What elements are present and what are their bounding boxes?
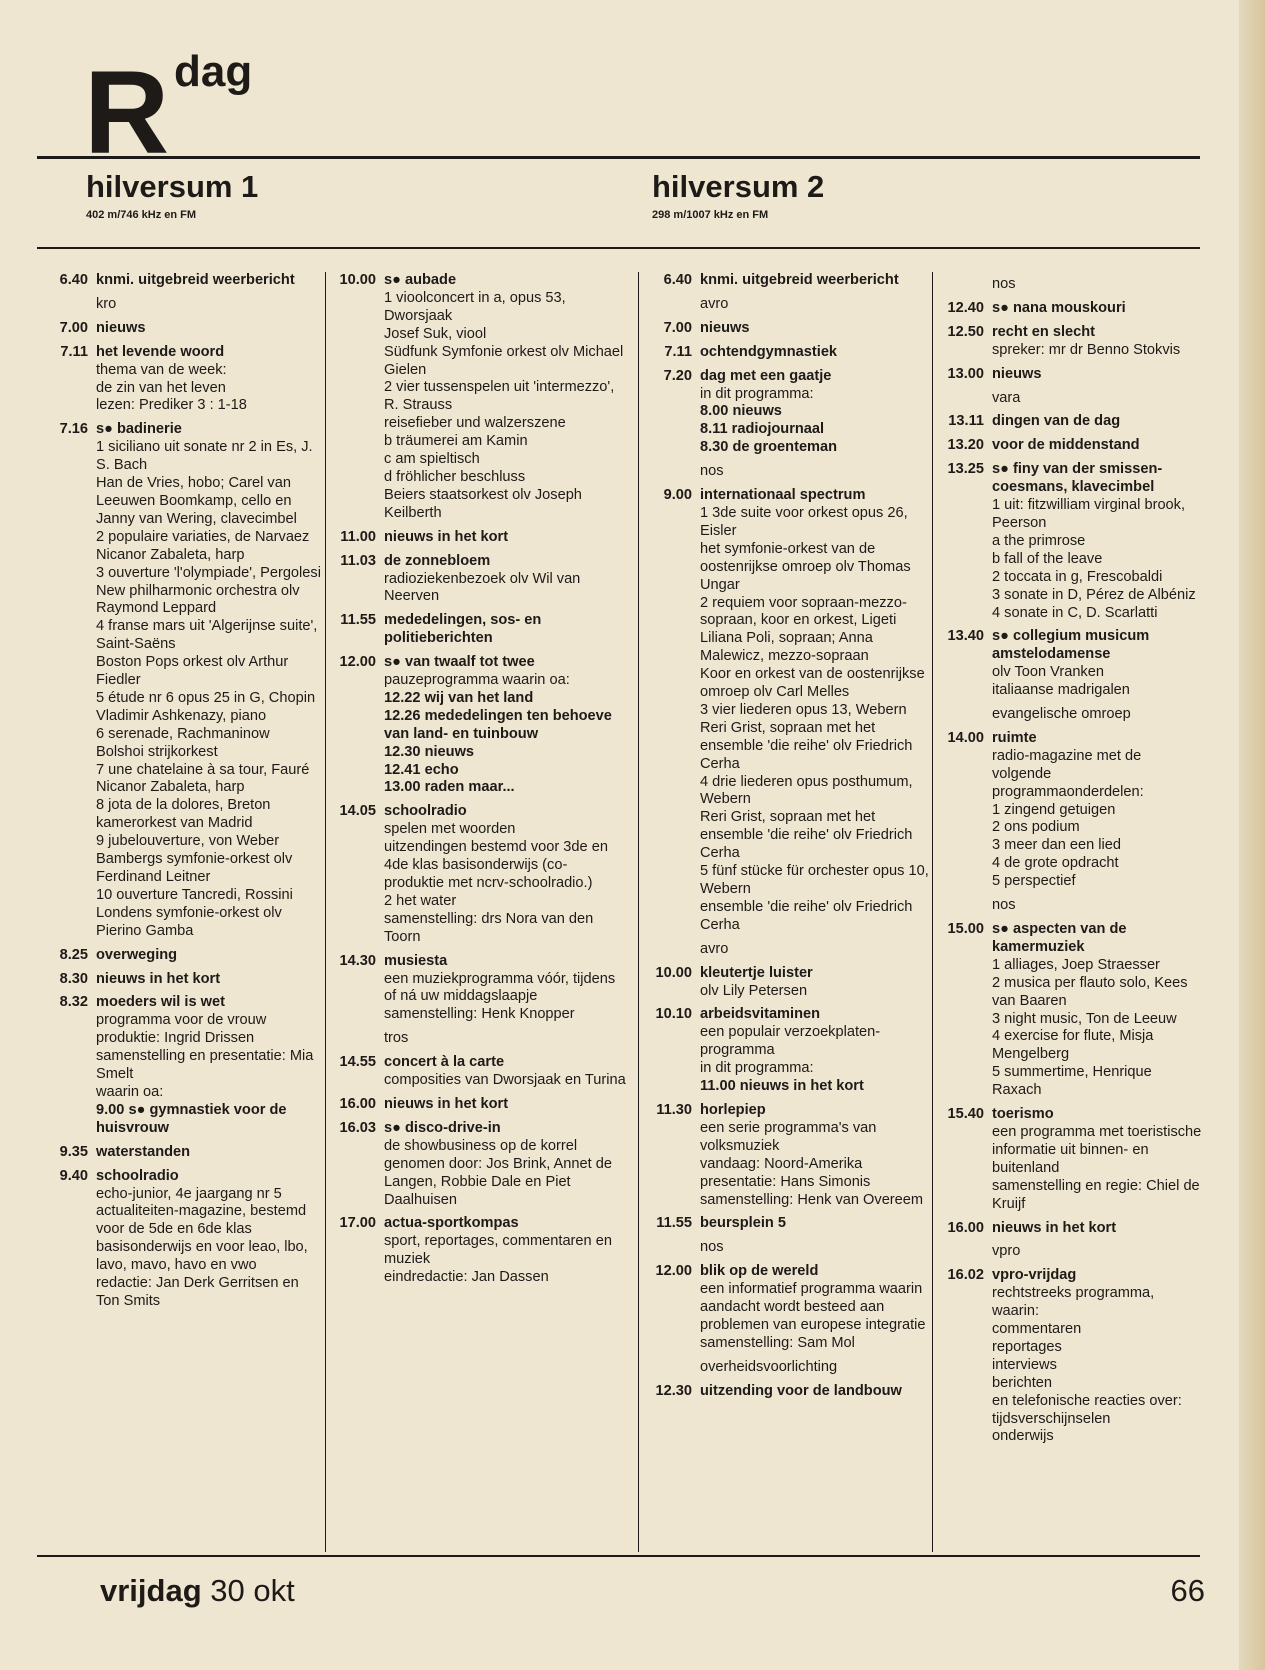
program-body — [992, 300, 1202, 318]
program-entry — [40, 272, 322, 290]
program-entry — [936, 300, 1202, 318]
program-title: recht en slecht — [992, 323, 1096, 340]
program-body — [96, 344, 322, 416]
program-time: 10.00 — [339, 272, 376, 288]
program-time: 12.40 — [947, 299, 984, 316]
program-entry — [644, 1102, 934, 1209]
broadcaster-label: avro — [700, 940, 729, 957]
footer-date — [100, 1575, 295, 1606]
program-description: 1 siciliano uit sonate nr 2 in Es, J. S. Bach Han de Vries, hobo; Carel van Leeuwen Boomkamp, cello en Janny van Wering, clavecimbel 2 populaire variaties, de Narvaez Nicanor Zabaleta, harp 3 ouverture 'l'olympiade', Pergolesi New philharmonic orchestra olv Raymond Leppard 4 franse mars uit 'Algerijnse suite', Saint-Saëns Boston Pops orkest olv Arthur Fiedler 5 étude nr 6 opus 25 in G, Chopin Vladimir Ashkenazy, piano 6 serenade, Rachmaninow Bolshoi strijkorkest 7 une chatelaine à sa tour, Fauré Nicanor Zabaleta, harp 8 jota de la dolores, Breton kamerorkest van Madrid 9 jubelouverture, von Weber Bambergs symfonie-orkest olv Ferdinand Leitner 10 ouverture Tancredi, Rossini Londens symfonie-orkest olv Pierino Gamba — [96, 439, 321, 939]
program-body — [384, 272, 626, 523]
program-time: 8.32 — [59, 994, 88, 1011]
program-time: 16.03 — [339, 1119, 376, 1136]
program-body — [992, 1220, 1202, 1238]
program-body — [384, 1096, 626, 1114]
program-title: mededelingen, sos- en politieberichten — [384, 612, 542, 647]
program-description: programma voor de vrouw produktie: Ingrid Drissen samenstelling en presentatie: Mia Smelt waarin oa: — [96, 1012, 314, 1100]
program-title: s● van twaalf tot twee — [384, 654, 535, 671]
program-body — [992, 1106, 1202, 1213]
program-entry — [644, 487, 934, 935]
program-entry — [40, 971, 322, 989]
program-entry — [936, 437, 1202, 455]
program-title: dingen van de dag — [992, 413, 1121, 430]
program-entry — [644, 1215, 934, 1233]
broadcaster-label: avro — [700, 295, 729, 312]
program-entry — [328, 1054, 626, 1090]
broadcaster-label: nos — [700, 1239, 724, 1256]
broadcaster-label: tros — [384, 1030, 409, 1047]
program-body — [992, 1267, 1202, 1446]
program-title: de zonnebloem — [384, 552, 491, 569]
program-body — [96, 272, 322, 290]
broadcaster-label: nos — [992, 897, 1016, 914]
program-time: 9.00 — [663, 487, 692, 504]
program-time: 12.30 — [655, 1382, 692, 1399]
program-description: pauzeprogramma waarin oa: — [384, 672, 570, 689]
program-title: nieuws in het kort — [96, 970, 221, 987]
program-time: 13.20 — [947, 437, 984, 454]
program-body — [384, 553, 626, 607]
program-description: in dit programma: — [700, 385, 814, 402]
program-title: moeders wil is wet — [96, 994, 225, 1011]
program-time: 15.00 — [947, 921, 984, 937]
program-title: horlepiep — [700, 1101, 766, 1118]
broadcaster-label: kro — [96, 295, 117, 312]
program-description: olv Toon Vranken italiaanse madrigalen — [992, 664, 1130, 699]
program-entry — [644, 320, 934, 338]
program-description: 1 alliages, Joep Straesser 2 musica per flauto solo, Kees van Baaren 3 night music, Ton de Leeuw 4 exercise for flute, Misja Mengelberg 5 summertime, Henrique Raxach — [992, 956, 1188, 1099]
program-entry — [936, 1220, 1202, 1238]
program-description: olv Lily Petersen — [700, 982, 808, 999]
broadcaster-label: vara — [992, 389, 1021, 406]
program-title: ruimte — [992, 729, 1037, 746]
program-time: 7.00 — [663, 319, 692, 336]
program-body — [992, 413, 1202, 431]
program-description: radio-magazine met de volgende programmaonderdelen: 1 zingend getuigen 2 ons podium 3 meer dan een lied 4 de grote opdracht 5 perspectief — [992, 747, 1144, 890]
program-title: s● badinerie — [96, 421, 182, 438]
program-body — [700, 1263, 934, 1353]
broadcaster-label: evangelische omroep — [992, 706, 1131, 723]
program-entry — [328, 1215, 626, 1287]
program-body — [384, 529, 626, 547]
column-divider — [638, 272, 639, 1552]
schedule-column-2 — [328, 272, 626, 1552]
program-time: 6.40 — [663, 272, 692, 288]
program-title: kleutertje luister — [700, 964, 813, 981]
program-time: 13.40 — [947, 628, 984, 645]
program-body — [992, 461, 1202, 622]
program-entry — [936, 413, 1202, 431]
program-title: blik op de wereld — [700, 1263, 819, 1280]
program-time: 10.10 — [655, 1006, 692, 1023]
program-entry — [40, 320, 322, 338]
program-title: knmi. uitgebreid weerbericht — [96, 272, 295, 288]
program-time: 7.11 — [664, 343, 692, 360]
schedule-column-1 — [40, 272, 322, 1552]
program-body — [384, 1054, 626, 1090]
program-body — [700, 487, 934, 935]
program-body — [992, 730, 1202, 891]
program-time: 14.55 — [339, 1054, 376, 1071]
station-1-name: hilversum 1 — [86, 169, 259, 204]
column-divider — [325, 272, 326, 1552]
paper-edge — [1239, 0, 1265, 1670]
program-title: nieuws in het kort — [384, 1095, 509, 1112]
program-time: 8.30 — [59, 970, 88, 987]
program-subitems: 9.00 s● gymnastiek voor de huisvrouw — [96, 1101, 287, 1136]
program-entry — [644, 344, 934, 362]
program-entry — [328, 553, 626, 607]
program-time: 14.30 — [339, 952, 376, 969]
program-time: 7.20 — [663, 367, 692, 384]
program-description: de showbusiness op de korrel genomen door: Jos Brink, Annet de Langen, Robbie Dale en Piet Daalhuisen — [384, 1137, 612, 1208]
header-rule — [37, 247, 1200, 249]
masthead-letter: R — [84, 47, 166, 179]
footer-day: vrijdag — [100, 1573, 202, 1608]
program-body — [700, 344, 934, 362]
program-title: toerismo — [992, 1106, 1054, 1123]
program-entry — [644, 368, 934, 458]
program-title: nieuws in het kort — [992, 1219, 1117, 1236]
program-time: 16.00 — [339, 1095, 376, 1112]
program-title: s● collegium musicum amstelodamense — [992, 628, 1150, 663]
program-body — [96, 971, 322, 989]
program-entry — [936, 628, 1202, 700]
program-title: nieuws — [992, 365, 1042, 382]
program-title: s● nana mouskouri — [992, 299, 1126, 316]
program-subitems: 11.00 nieuws in het kort — [700, 1078, 864, 1095]
program-time: 11.00 — [340, 528, 376, 545]
program-title: musiesta — [384, 952, 448, 969]
program-entry — [40, 947, 322, 965]
program-time: 14.05 — [339, 803, 376, 820]
program-subitems: 8.00 nieuws 8.11 radiojournaal 8.30 de groenteman — [700, 403, 838, 456]
program-title: s● finy van der smissen-coesmans, klavecimbel — [992, 461, 1163, 496]
program-title: schoolradio — [96, 1167, 179, 1184]
program-time: 15.40 — [947, 1106, 984, 1123]
program-entry — [936, 1106, 1202, 1213]
program-entry — [328, 529, 626, 547]
program-body — [700, 320, 934, 338]
program-body — [700, 1383, 934, 1401]
program-entry — [936, 461, 1202, 622]
program-entry — [936, 730, 1202, 891]
program-time: 13.00 — [947, 365, 984, 382]
program-entry — [40, 1168, 322, 1311]
station-2-freq: 298 m/1007 kHz en FM — [652, 209, 769, 221]
program-description: een populair verzoekplaten-programma in dit programma: — [700, 1024, 881, 1077]
footer-date-text: 30 okt — [210, 1573, 295, 1608]
program-title: nieuws — [96, 319, 146, 336]
program-body — [992, 366, 1202, 384]
program-time: 7.11 — [60, 343, 88, 360]
program-description: 1 vioolconcert in a, opus 53, Dworsjaak Josef Suk, viool Südfunk Symfonie orkest olv Michael Gielen 2 vier tussenspelen uit 'intermezzo', R. Strauss reisefieber und walzerszene b träumerei am Kamin c am spieltisch d fröhlicher beschluss Beiers staatsorkest olv Joseph Keilberth — [384, 289, 624, 521]
program-body — [384, 1215, 626, 1287]
program-time: 14.00 — [947, 729, 984, 746]
program-entry — [644, 272, 934, 290]
program-time: 17.00 — [339, 1215, 376, 1232]
program-body — [700, 1102, 934, 1209]
program-title: het levende woord — [96, 343, 225, 360]
program-entry — [644, 1006, 934, 1096]
program-time: 10.00 — [655, 964, 692, 981]
program-entry — [328, 953, 626, 1025]
program-body — [96, 320, 322, 338]
program-entry — [936, 366, 1202, 384]
program-entry — [328, 654, 626, 797]
program-description: radioziekenbezoek olv Wil van Neerven — [384, 570, 581, 605]
program-title: knmi. uitgebreid weerbericht — [700, 272, 899, 288]
broadcaster-label: overheidsvoorlichting — [700, 1358, 838, 1375]
schedule-column-4 — [936, 272, 1202, 1552]
program-time: 11.30 — [656, 1101, 692, 1118]
program-body — [96, 947, 322, 965]
program-entry — [936, 324, 1202, 360]
program-entry — [40, 994, 322, 1137]
program-title: actua-sportkompas — [384, 1215, 519, 1232]
program-time: 16.02 — [947, 1267, 984, 1284]
program-description: rechtstreeks programma, waarin: commentaren reportages interviews berichten en telefonische reacties over: tijdsverschijnselen onderwijs — [992, 1285, 1182, 1445]
program-entry — [644, 965, 934, 1001]
program-entry — [40, 421, 322, 940]
program-title: vpro-vrijdag — [992, 1267, 1077, 1284]
program-entry — [644, 1383, 934, 1401]
program-description: een serie programma's van volksmuziek vandaag: Noord-Amerika presentatie: Hans Simonis samenstelling: Henk van Overeem — [700, 1119, 924, 1208]
program-body — [384, 612, 626, 648]
program-description: 1 uit: fitzwilliam virginal brook, Peerson a the primrose b fall of the leave 2 toccata in g, Frescobaldi 3 sonate in D, Pérez de Albéniz 4 sonate in C, D. Scarlatti — [992, 497, 1196, 621]
program-body — [700, 1006, 934, 1096]
bottom-rule — [37, 1555, 1200, 1557]
program-body — [384, 1120, 626, 1210]
program-time: 8.25 — [59, 946, 88, 963]
program-entry — [328, 1120, 626, 1210]
program-body — [96, 1168, 322, 1311]
program-body — [96, 421, 322, 940]
program-time: 11.55 — [656, 1215, 692, 1232]
program-time: 7.00 — [59, 319, 88, 336]
program-description: echo-junior, 4e jaargang nr 5 actualiteiten-magazine, bestemd voor de 5de en 6de klas basisonderwijs en voor leao, lbo, lavo, mavo, havo en vwo redactie: Jan Derk Gerritsen en Ton Smits — [96, 1185, 308, 1309]
program-title: waterstanden — [96, 1143, 191, 1160]
program-title: s● disco-drive-in — [384, 1119, 501, 1136]
program-description: een programma met toeristische informatie uit binnen- en buitenland samenstelling en regie: Chiel de Kruijf — [992, 1123, 1202, 1212]
program-description: spelen met woorden uitzendingen bestemd voor 3de en 4de klas basisonderwijs (co-produktie met ncrv-schoolradio.) 2 het water samenstelling: drs Nora van den Toorn — [384, 821, 608, 945]
program-time: 11.55 — [340, 612, 376, 629]
program-time: 12.50 — [947, 323, 984, 340]
program-time: 9.35 — [59, 1143, 88, 1160]
program-body — [700, 965, 934, 1001]
program-title: concert à la carte — [384, 1054, 505, 1071]
program-body — [992, 437, 1202, 455]
program-title: arbeidsvitaminen — [700, 1006, 821, 1023]
program-title: s● aubade — [384, 272, 457, 288]
station-1-freq: 402 m/746 kHz en FM — [86, 209, 197, 221]
program-body — [992, 628, 1202, 700]
program-entry — [328, 612, 626, 648]
broadcaster-label: nos — [700, 463, 724, 480]
program-entry — [328, 1096, 626, 1114]
program-title: nieuws — [700, 319, 750, 336]
program-entry — [644, 1263, 934, 1353]
program-entry — [40, 1144, 322, 1162]
program-time: 13.25 — [947, 461, 984, 478]
program-body — [992, 324, 1202, 360]
top-rule — [37, 156, 1200, 159]
program-description: spreker: mr dr Benno Stokvis — [992, 341, 1181, 358]
program-entry — [328, 803, 626, 946]
program-title: voor de middenstand — [992, 437, 1140, 454]
program-description: sport, reportages, commentaren en muziek eindredactie: Jan Dassen — [384, 1233, 612, 1286]
program-description: thema van de week: de zin van het leven lezen: Prediker 3 : 1-18 — [96, 361, 247, 414]
program-body — [96, 994, 322, 1137]
program-time: 16.00 — [947, 1219, 984, 1236]
program-time: 6.40 — [59, 272, 88, 288]
program-body — [700, 1215, 934, 1233]
program-subitems: 12.22 wij van het land 12.26 mededelingen ten behoeve van land- en tuinbouw 12.30 nieuws 12.41 echo 13.00 raden maar... — [384, 689, 612, 796]
program-title: internationaal spectrum — [700, 487, 866, 504]
station-2-name: hilversum 2 — [652, 169, 825, 204]
broadcaster-label: nos — [992, 276, 1016, 292]
program-body — [700, 368, 934, 458]
program-title: beursplein 5 — [700, 1215, 786, 1232]
program-title: overweging — [96, 946, 178, 963]
program-entry — [40, 344, 322, 416]
broadcaster-label: vpro — [992, 1243, 1021, 1260]
page-number: 66 — [1170, 1573, 1205, 1608]
schedule-column-3 — [644, 272, 934, 1552]
program-body — [96, 1144, 322, 1162]
program-time: 12.00 — [339, 654, 376, 671]
program-body — [384, 654, 626, 797]
program-time: 11.03 — [340, 552, 376, 569]
program-time: 9.40 — [59, 1167, 88, 1184]
program-title: schoolradio — [384, 803, 467, 820]
program-description: een muziekprogramma vóór, tijdens of ná uw middagslaapje samenstelling: Henk Knopper — [384, 970, 616, 1023]
program-body — [700, 272, 934, 290]
program-time: 13.11 — [948, 413, 984, 430]
masthead-word: dag — [174, 47, 253, 96]
program-title: ochtendgymnastiek — [700, 343, 838, 360]
program-title: dag met een gaatje — [700, 367, 832, 384]
program-body — [384, 803, 626, 946]
program-entry — [936, 921, 1202, 1100]
program-body — [384, 953, 626, 1025]
program-title: s● aspecten van de kamermuziek — [992, 921, 1127, 955]
program-entry — [936, 1267, 1202, 1446]
program-description: een informatief programma waarin aandacht wordt besteed aan problemen van europese integratie samenstelling: Sam Mol — [700, 1281, 926, 1351]
program-description: composities van Dworsjaak en Turina — [384, 1072, 626, 1089]
program-entry — [328, 272, 626, 523]
program-time: 7.16 — [59, 421, 88, 438]
program-title: nieuws in het kort — [384, 528, 509, 545]
program-body — [992, 921, 1202, 1100]
program-time: 12.00 — [655, 1263, 692, 1280]
program-title: uitzending voor de landbouw — [700, 1382, 902, 1399]
program-description: 1 3de suite voor orkest opus 26, Eisler het symfonie-orkest van de oostenrijkse omroep olv Thomas Ungar 2 requiem voor sopraan-mezzo-sopraan, koor en orkest, Ligeti Liliana Poli, sopraan; Anna Malewicz, mezzo-sopraan Koor en orkest van de oostenrijkse omroep olv Carl Melles 3 vier liederen opus 13, Webern Reri Grist, sopraan met het ensemble 'die reihe' olv Friedrich Cerha 4 drie liederen opus posthumum, Webern Reri Grist, sopraan met het ensemble 'die reihe' olv Friedrich Cerha 5 fünf stücke für orchester opus 10, Webern ensemble 'die reihe' olv Friedrich Cerha — [700, 504, 929, 933]
